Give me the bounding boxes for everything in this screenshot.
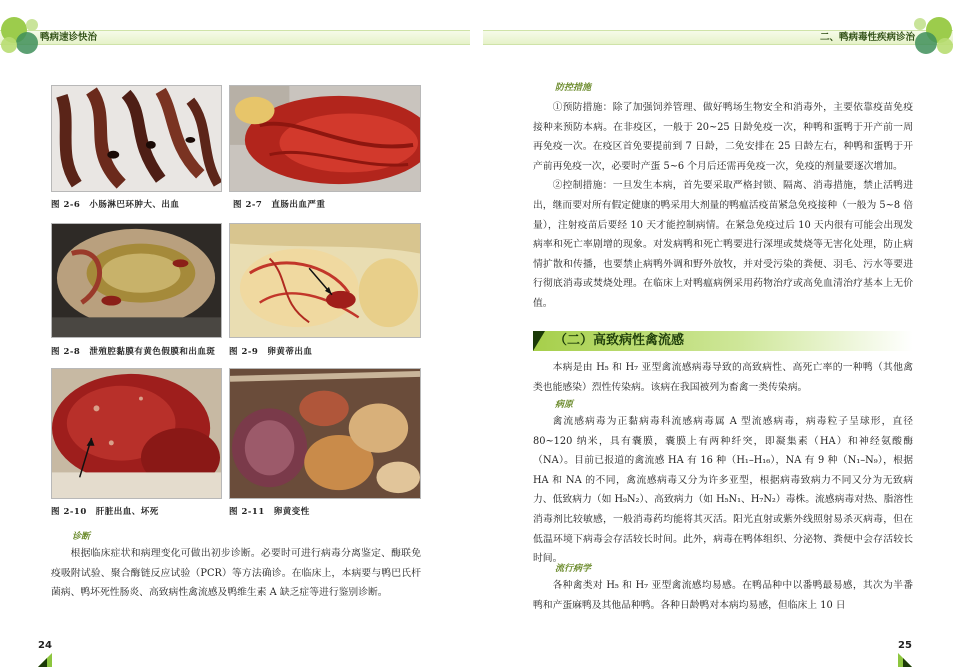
figure-2-8-caption: 图 2-8 泄殖腔黏膜有黄色假膜和出血斑 bbox=[51, 347, 216, 357]
prevention-paragraph-1: ①预防措施：除了加强饲养管理、做好鸭场生物安全和消毒外，主要依靠疫苗免疫接种来预防本病。在非疫区，一般于 20~25 日龄免疫一次，种鸭和蛋鸭于开产前一周再免疫一次。在疫区首免要提前到 7 日龄，二免安排在 25 日龄左右，种鸭和蛋鸭于开产前再免疫一次，必要时产蛋 5~6 个月后还需再免疫一次，免疫的剂量要逐次增加。 bbox=[533, 102, 913, 172]
epidemic-heading: 流行病学 bbox=[555, 564, 592, 574]
cause-heading: 病原 bbox=[555, 400, 574, 410]
figure-2-7-caption: 图 2-7 直肠出血严重 bbox=[233, 200, 326, 210]
left-running-header: 鸭病速诊快治 bbox=[40, 32, 98, 43]
right-running-header: 二、鸭病毒性疾病诊治 bbox=[819, 32, 915, 43]
diagnosis-heading: 诊断 bbox=[72, 532, 91, 542]
section-heading-triangle bbox=[533, 331, 545, 351]
figure-2-6-photo bbox=[51, 85, 222, 192]
intro-paragraph bbox=[533, 358, 913, 397]
section-title: （二）高致病性禽流感 bbox=[554, 333, 685, 348]
diagnosis-text: 根据临床症状和病理变化可做出初步诊断。必要时可进行病毒分离鉴定、酶联免疫吸附试验、聚合酶链反应试验（PCR）等方法确诊。在临床上，本病要与鸭巴氏杆菌病、鸭坏死性肠炎、高致病性禽流感及鸭维生素 A 缺乏症等进行鉴别诊断。 bbox=[51, 548, 421, 599]
right-page-number: 25 bbox=[898, 640, 912, 651]
prevention-heading: 防控措施 bbox=[555, 83, 592, 93]
left-footer-triangle-decoration bbox=[38, 653, 52, 667]
epidemic-paragraph bbox=[533, 576, 913, 615]
figure-2-10-photo bbox=[51, 368, 222, 499]
figure-2-7-photo bbox=[229, 85, 421, 192]
intro-text: 本病是由 H₅ 和 H₇ 亚型禽流感病毒导致的高致病性、高死亡率的一种鸭（其他禽类也能感染）烈性传染病。该病在我国被列为畜禽一类传染病。 bbox=[533, 362, 913, 393]
cause-paragraph bbox=[533, 412, 913, 569]
figure-2-6-caption: 图 2-6 小肠淋巴环肿大、出血 bbox=[51, 200, 180, 210]
left-page-number: 24 bbox=[38, 640, 52, 651]
figure-2-10-caption: 图 2-10 肝脏出血、坏死 bbox=[51, 507, 159, 517]
epidemic-text: 各种禽类对 H₅ 和 H₇ 亚型禽流感均易感。在鸭品种中以番鸭最易感，其次为半番鸭和产蛋麻鸭及其他品种鸭。各种日龄鸭对本病均易感，但临床上 10 日 bbox=[533, 580, 913, 611]
figure-2-8-photo bbox=[51, 223, 222, 338]
figure-2-9-photo bbox=[229, 223, 421, 338]
figure-2-11-photo bbox=[229, 368, 421, 499]
figure-2-11-caption: 图 2-11 卵黄变性 bbox=[229, 507, 310, 517]
cause-text: 禽流感病毒为正黏病毒科流感病毒属 A 型流感病毒，病毒粒子呈球形，直径 80~120 纳米，具有囊膜，囊膜上有两种纤突，即凝集素（HA）和神经氨酸酶（NA）。目前已报道的禽流感 HA 有 16 种（H₁–H₁₆），NA 有 9 种（N₁–N₉），根据 HA 和 NA 的不同，禽流感病毒又分为许多亚型，根据病毒致病力不同又分为无致病力、低致病力（如 H₉N₂）、高致病力（如 H₅N₁、H₇N₂）毒株。流感病毒对热、脂溶性消毒剂比较敏感，一般消毒药均能将其灭活。阳光直射或紫外线照射易杀灭病毒，但在低温环境下病毒会存活较长时间。此外，病毒在鸭体组织、分泌物、粪便中会存活较长时间。 bbox=[533, 416, 913, 565]
diagnosis-paragraph bbox=[51, 544, 421, 603]
prevention-paragraph-2: ②控制措施：一旦发生本病，首先要采取严格封锁、隔离、消毒措施，禁止活鸭进出，继而要对所有假定健康的鸭采用大剂量的鸭瘟活疫苗紧急免疫接种（一般为 5~8 倍量），注射疫苗后要经 10 天才能控制病情。在紧急免疫过后 10 天内很有可能会出现发病率和死亡率剧增的现象。对发病鸭和死亡鸭要进行深埋或焚烧等无害化处理，防止病情扩散和传播，也要禁止病鸭外调和野外放牧，并对受污染的粪便、羽毛、污水等要进行彻底消毒或焚烧处理。在临床上对鸭瘟病例采用药物治疗或高免血清治疗基本上无价值。 bbox=[533, 180, 913, 309]
figure-2-9-caption: 图 2-9 卵黄蒂出血 bbox=[229, 347, 313, 357]
prevention-paragraphs bbox=[533, 98, 913, 314]
right-footer-triangle-decoration bbox=[898, 653, 912, 667]
